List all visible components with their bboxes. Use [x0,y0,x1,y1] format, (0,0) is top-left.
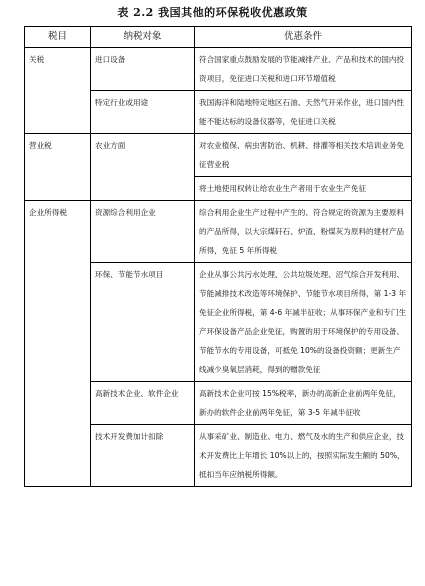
condition-cell: 高新技术企业可按 15%税率，新办的高新企业前两年免征，新办的软件企业前两年免征，第 3-5 年减半征收 [195,382,412,425]
column-header-tax-item: 税目 [25,27,91,48]
taxpayer-cell: 进口设备 [91,48,195,91]
taxpayer-cell: 高新技术企业、软件企业 [91,382,195,425]
taxpayer-cell: 资源综合利用企业 [91,201,195,263]
taxpayer-cell: 农业方面 [91,134,195,201]
condition-cell: 我国海洋和陆地特定地区石油、天然气开采作业，进口国内性能不能达标的设备仪器等，免征进口关税 [195,91,412,134]
column-header-taxpayer: 纳税对象 [91,27,195,48]
policy-table [24,26,412,487]
taxpayer-cell: 特定行业或用途 [91,91,195,134]
tax-item-cell: 关税 [25,48,91,134]
condition-cell: 符合国家重点鼓励发展的节能减排产业、产品和技术的国内投资项目，免征进口关税和进口环节增值税 [195,48,412,91]
tax-item-cell: 营业税 [25,134,91,201]
condition-cell: 将土地使用权转让给农业生产者用于农业生产免征 [195,177,412,201]
table-header-row [25,27,412,48]
condition-cell: 从事采矿业、制造业、电力、燃气及水的生产和供应企业，技术开发费比上年增长 10%以上的，按照实际发生额的 50%，抵扣当年应纳税所得额。 [195,425,412,487]
column-header-conditions: 优惠条件 [195,27,412,48]
table-row [25,134,412,177]
table-row [25,201,412,263]
condition-cell: 对农业植保、病虫害防治、机耕、排灌等相关技术培训业务免征营业税 [195,134,412,177]
table-row [25,48,412,91]
condition-cell: 综合利用企业生产过程中产生的、符合规定的资源为主要原料的产品所得，以大宗煤矸石、炉渣、粉煤灰为原料的建材产品所得，免征 5 年所得税 [195,201,412,263]
table-caption: 表 2.2 我国其他的环保税收优惠政策 [117,6,308,19]
taxpayer-cell: 技术开发费加计扣除 [91,425,195,487]
taxpayer-cell: 环保、节能节水项目 [91,263,195,382]
condition-cell: 企业从事公共污水处理、公共垃圾处理、沼气综合开发利用、节能减排技术改造等环境保护、节能节水项目所得，第 1-3 年免征企业所得税，第 4-6 年减半征收；从事环保产业和专门生产环保设备产品企业免征，购置的用于环境保护的专用设备、节能节水的专用设备，可抵免 10%的设备投资额；更新生产线减少臭氧层消耗，得到的赠款免征 [195,263,412,382]
tax-item-cell: 企业所得税 [25,201,91,487]
